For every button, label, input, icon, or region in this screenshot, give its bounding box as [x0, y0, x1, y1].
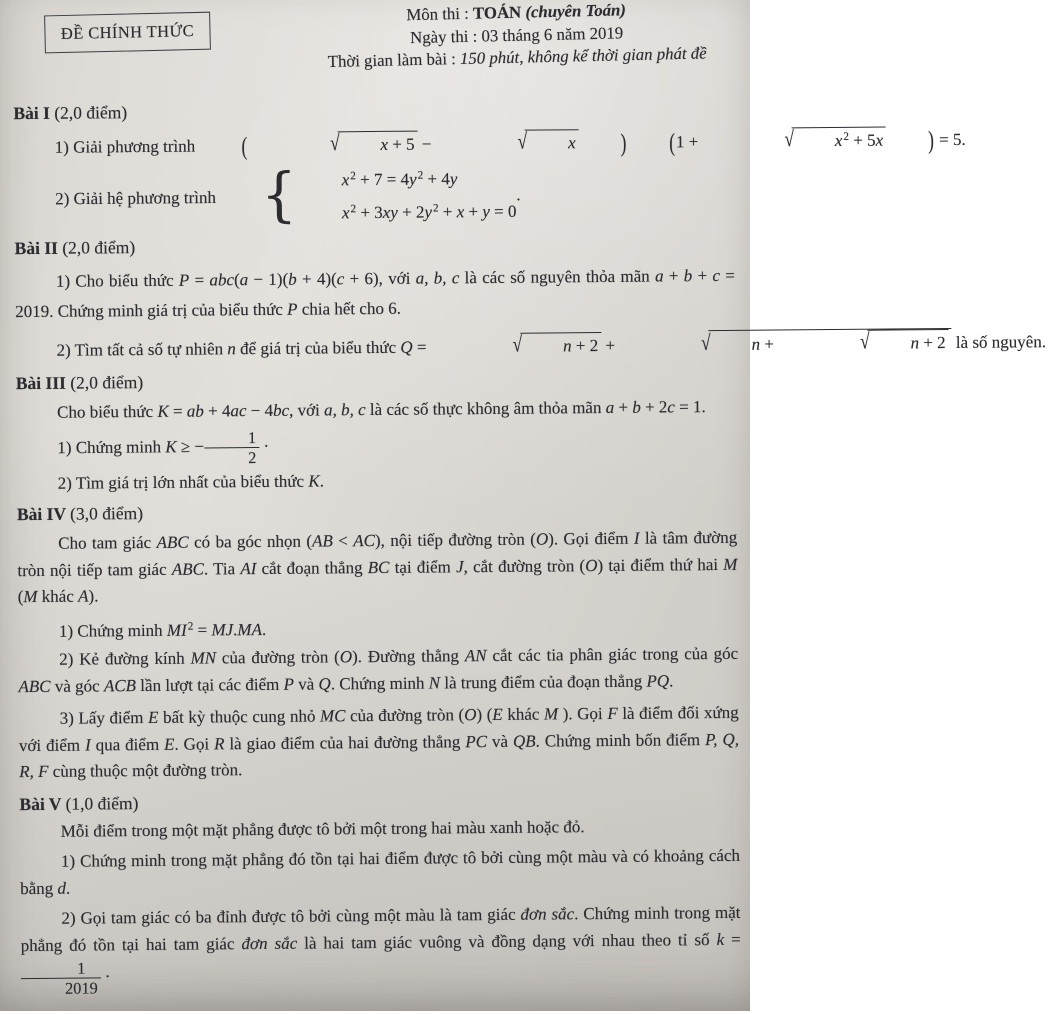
sqrt-expression: [619, 328, 952, 359]
fraction-denominator: 2019: [21, 978, 101, 999]
fraction: [21, 959, 101, 999]
heading-bai-IV: Bài IV (3,0 điểm): [16, 503, 144, 525]
radical-sign: √: [784, 126, 794, 152]
heading-bai-III: Bài III (2,0 điểm): [15, 371, 144, 393]
problem-III-intro: Cho biểu thức K = ab + 4ac − 4bc, với a, b, c là các số thực không âm thỏa mãn a + b + 2c = 1.: [56, 396, 706, 422]
problem-IV-intro: Cho tam giác ABC có ba góc nhọn (AB < AC), nội tiếp đường tròn (O). Gọi điểm I là tâm đường tròn nội tiếp tam giác ABC. Tia AI cắt đoạn thẳng BC tại điểm J, cắt đường tròn (O) tại điểm thứ hai M (M khác A).: [17, 527, 738, 607]
section-bai-V: [19, 787, 741, 998]
radicand: n + 2: [520, 332, 601, 360]
subject-line: Môn thi : TOÁN (chuyên Toán): [406, 0, 627, 25]
radical-sign: √: [512, 332, 523, 357]
system-equation: $x^2 + 7 = 4y^2 + 4y$: [341, 168, 458, 189]
problem-I-1: 1) Giải phương trình ( √ x + 5 − √ x ) (1 + √ $x^2 + 5x$ ) = 5.: [14, 128, 734, 163]
system-brace: {: [260, 161, 298, 230]
radical-sign: √: [517, 129, 528, 154]
problem-I-2: 2) Giải hệ phương trình { $x^2 + 7 = 4y^2 + 4y$ $x^2 + 3xy + 2y^2 + x + y = 0$ .: [55, 161, 521, 230]
system-equations: [301, 161, 517, 229]
section-bai-II: [14, 232, 1047, 365]
duration-line: Thời gian làm bài : 150 phút, không kể thời gian phát đề: [327, 43, 707, 72]
problem-V-intro: Mỗi điểm trong một mặt phẳng được tô bởi một trong hai màu xanh hoặc đỏ.: [60, 816, 585, 841]
sqrt-expression: [436, 129, 579, 158]
sqrt-expression: [431, 332, 602, 361]
sqrt-expression: [702, 127, 886, 156]
heading-bai-II: Bài II (2,0 điểm): [14, 236, 136, 258]
date-line: Ngày thi : 03 tháng 6 năm 2019: [409, 22, 624, 47]
section-bai-III: [16, 366, 737, 498]
tall-paren: ): [928, 125, 934, 155]
exam-body: [13, 97, 1047, 999]
problem-V-2: 2) Gọi tam giác có ba đỉnh được tô bởi cùng một màu là tam giác đơn sắc. Chứng minh trong mặt phẳng đó tồn tại hai tam giác đơn sắc là hai tam giác vuông và đồng dạng với nhau theo tỉ số k = $\frac{1}{2019}$ ·: [20, 903, 741, 999]
radicand: x + 5: [337, 131, 417, 159]
exam-header: [12, 0, 734, 95]
equation-system: [220, 161, 517, 230]
radicand: $x^2 + 5x$: [792, 127, 887, 155]
radicand: n + √ n + 2: [708, 328, 951, 359]
heading-bai-I: Bài I (2,0 điểm): [13, 102, 128, 124]
radical-sign: √: [701, 330, 711, 355]
radical-sign: √: [860, 329, 870, 354]
fraction-numerator: 1: [247, 428, 257, 448]
system-equation: $x^2 + 3xy + 2y^2 + x + y = 0$: [341, 201, 517, 222]
problem-IV-1: 1) Chứng minh $MI^2 = MJ.MA$.: [58, 619, 267, 641]
problem-II-2: 2) Tìm tất cả số tự nhiên n để giá trị của biểu thức Q = √ n + 2 + √ n + √ n + 2 là số nguyên.: [15, 330, 735, 365]
radicand: n + 2: [867, 329, 948, 357]
fraction: [204, 428, 259, 468]
tall-paren: ): [620, 128, 627, 158]
tall-paren: (: [241, 131, 248, 161]
heading-bai-V: Bài V (1,0 điểm): [19, 792, 139, 814]
official-stamp-box: [44, 12, 211, 54]
section-bai-IV: [17, 498, 739, 786]
problem-IV-2: 2) Kẻ đường kính MN của đường tròn (O). Đường thẳng AN cắt các tia phân giác trong của góc ABC và góc ACB lần lượt tại các điểm P và Q. Chứng minh N là trung điểm của đoạn thẳng PQ.: [18, 643, 739, 696]
fraction-denominator: 2: [204, 447, 259, 468]
problem-III-2: 2) Tìm giá trị lớn nhất của biểu thức K.: [57, 471, 324, 494]
official-stamp-label: ĐỀ CHÍNH THỨC: [60, 21, 195, 44]
problem-IV-3: 3) Lấy điểm E bất kỳ thuộc cung nhỏ MC của đường tròn (O) (E khác M ). Gọi F là điểm đối xứng với điểm I qua điểm E. Gọi R là giao điểm của hai đường thẳng PC và QB. Chứng minh bốn điểm P, Q, R, F cùng thuộc một đường tròn.: [18, 702, 740, 782]
radical-sign: √: [330, 130, 340, 156]
sqrt-expression: [778, 329, 949, 358]
section-bai-I: [13, 97, 966, 232]
problem-III-1: 1) Chứng minh K ≥ − $\frac{1}{2}$ ·: [57, 428, 270, 468]
exam-meta: [288, 0, 745, 74]
sqrt-expression: [248, 131, 418, 160]
problem-II-1: 1) Cho biểu thức P = abc(a − 1)(b + 4)(c + 6), với a, b, c là các số nguyên thỏa mãn a + b + c = 2019. Chứng minh giá trị của biểu thức P chia hết cho 6.: [15, 265, 735, 322]
fraction-numerator: 1: [77, 958, 86, 978]
tall-paren: (: [669, 128, 676, 157]
problem-V-1: 1) Chứng minh trong mặt phẳng đó tồn tại hai điểm được tô bởi cùng một màu và có khoảng cách bằng d.: [20, 845, 741, 898]
radicand: x: [525, 129, 579, 157]
